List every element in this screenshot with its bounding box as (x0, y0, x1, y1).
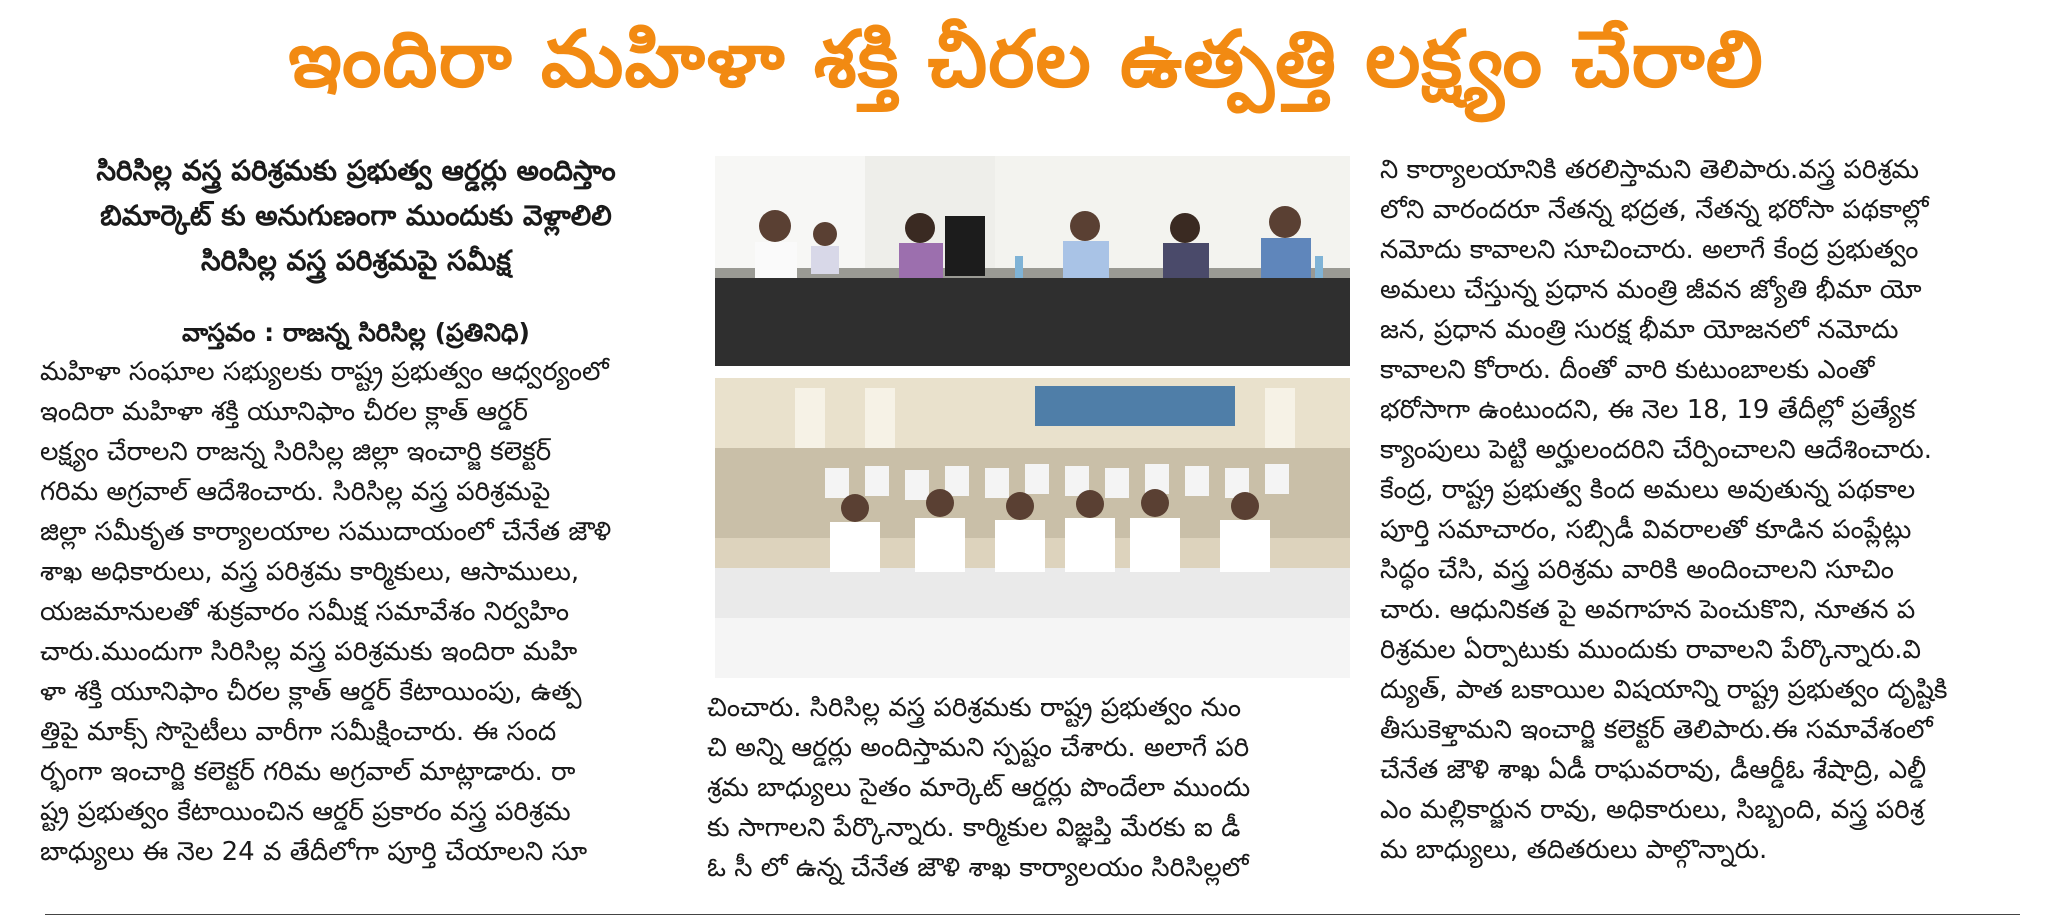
text-line: యజమానులతో శుక్రవారం సమీక్ష సమావేశం నిర్వహిం (40, 597, 570, 627)
text-line: తీసుకెళ్తామని ఇంచార్జి కలెక్టర్ తెలిపారు.ఈ సమావేశంలో (1380, 715, 1933, 745)
text-line: ర్భంగా ఇంచార్జి కలెక్టర్ గరిమ అగ్రవాల్ మాట్లాడారు. రా (40, 757, 576, 787)
text-line: చారు.ముందుగా సిరిసిల్ల వస్త్ర పరిశ్రమకు ఇందిరా మహి (40, 637, 578, 667)
text-line: శాఖ అధికారులు, వస్త్ర పరిశ్రమ కార్మికులు, ఆసాములు, (40, 557, 580, 587)
meeting-photo-attendees-image (715, 378, 1350, 678)
text-line: భరోసాగా ఉంటుందని, ఈ నెల 18, 19 తేదీల్లో ప్రత్యేక (1380, 395, 1916, 425)
text-line: చి అన్ని ఆర్డర్లు అందిస్తామని స్పష్టం చేశారు. అలాగే పరి (707, 733, 1250, 763)
text-line: జన, ప్రధాన మంత్రి సురక్ష భీమా యోజనలో నమోదు (1380, 315, 1899, 345)
subheading-3: సిరిసిల్ల వస్త్ర పరిశ్రమపై సమీక్ష (201, 244, 511, 277)
meeting-photo-officials (715, 156, 1350, 366)
text-line: ని కార్యాలయానికి తరలిస్తామని తెలిపారు.వస్త్ర పరిశ్రమ (1380, 155, 1920, 185)
subheading-1: సిరిసిల్ల వస్త్ర పరిశ్రమకు ప్రభుత్వ ఆర్డర్లు అందిస్తాం (96, 154, 616, 187)
text-line: సిద్ధం చేసి, వస్త్ర పరిశ్రమ వారికి అందించాలని సూచిం (1380, 555, 1894, 585)
meeting-photo-attendees (715, 378, 1350, 678)
text-line: మ బాధ్యులు, తదితరులు పాల్గొన్నారు. (1380, 835, 1768, 865)
text-line: లక్ష్యం చేరాలని రాజన్న సిరిసిల్ల జిల్లా ఇంచార్జి కలెక్టర్ (40, 437, 552, 467)
article-column-1 (40, 352, 672, 872)
byline: వాస్తవం : రాజన్న సిరిసిల్ల (ప్రతినిధి) (182, 318, 530, 347)
text-line: కేంద్ర, రాష్ట్ర ప్రభుత్వ కింద అమలు అవుతున్న పథకాల (1380, 475, 1916, 505)
text-line: క్యాంపులు పెట్టి అర్హులందరిని చేర్పించాలని ఆదేశించారు. (1380, 435, 1932, 465)
text-line: రిశ్రమల ఏర్పాటుకు ముందుకు రావాలని పేర్కొన్నారు.వి (1380, 635, 1921, 665)
text-line: చారు. ఆధునికత పై అవగాహన పెంచుకొని, నూతన ప (1380, 595, 1916, 625)
text-line: చించారు. సిరిసిల్ల వస్త్ర పరిశ్రమకు రాష్ట్ర ప్రభుత్వం నుం (707, 693, 1242, 723)
text-line: నమోదు కావాలని సూచించారు. అలాగే కేంద్ర ప్రభుత్వం (1380, 235, 1919, 265)
article-column-2 (707, 688, 1347, 888)
text-line: ఎం మల్లికార్జున రావు, అధికారులు, సిబ్బంది, వస్త్ర పరిశ్ర (1380, 795, 1924, 825)
text-line: మహిళా సంఘాల సభ్యులకు రాష్ట్ర ప్రభుత్వం ఆధ్వర్యంలో (40, 357, 609, 387)
text-line: ద్యుత్, పాత బకాయిల విషయాన్ని రాష్ట్ర ప్రభుత్వం దృష్టికి (1380, 675, 1948, 705)
subheadings (40, 148, 672, 283)
text-line: గరిమ అగ్రవాల్ ఆదేశించారు. సిరిసిల్ల వస్త్ర పరిశ్రమపై (40, 477, 551, 507)
text-line: ఓ సీ లో ఉన్న చేనేత జౌళి శాఖ కార్యాలయం సిరిసిల్లలో (707, 853, 1249, 883)
meeting-photo-officials-image (715, 156, 1350, 366)
text-line: అమలు చేస్తున్న ప్రధాన మంత్రి జీవన జ్యోతి భీమా యో (1380, 275, 1922, 305)
text-line: జిల్లా సమీకృత కార్యాలయాల సముదాయంలో చేనేత జౌళి (40, 517, 612, 547)
text-line: శ్రమ బాధ్యులు సైతం మార్కెట్ ఆర్డర్లు పొందేలా ముందు (707, 773, 1251, 803)
text-line: కావాలని కోరారు. దీంతో వారి కుటుంబాలకు ఎంతో (1380, 355, 1875, 385)
text-line: కు సాగాలని పేర్కొన్నారు. కార్మికుల విజ్ఞప్తి మేరకు ఐ డీ (707, 813, 1241, 843)
text-line: ష్ట్ర ప్రభుత్వం కేటాయించిన ఆర్డర్ ప్రకారం వస్త్ర పరిశ్రమ (40, 797, 571, 827)
text-line: ళా శక్తి యూనిఫాం చీరల క్లాత్ ఆర్డర్ కేటాయింపు, ఉత్ప (40, 677, 582, 707)
article-column-3 (1380, 150, 2020, 870)
text-line: త్తిపై మాక్స్ సొసైటీలు వారీగా సమీక్షించారు. ఈ సంద (40, 717, 557, 747)
text-line: ఇందిరా మహిళా శక్తి యూనిఫాం చీరల క్లాత్ ఆర్డర్ (40, 397, 528, 427)
bottom-divider (45, 914, 2020, 915)
text-line: చేనేత జౌళి శాఖ ఏడీ రాఘవరావు, డీఆర్డీఓ శేషాద్రి, ఎల్డీ (1380, 755, 1927, 785)
text-line: లోని వారందరూ నేతన్న భద్రత, నేతన్న భరోసా పథకాల్లో (1380, 195, 1929, 225)
subheading-2: బిమార్కెట్ కు అనుగుణంగా ముందుకు వెళ్లాలిలి (100, 199, 612, 232)
text-line: బాధ్యులు ఈ నెల 24 వ తేదీలోగా పూర్తి చేయాలని సూ (40, 837, 588, 867)
headline: ఇందిరా మహిళా శక్తి చీరల ఉత్పత్తి లక్ష్యం చేరాలి (288, 15, 1764, 105)
text-line: పూర్తి సమాచారం, సబ్సిడీ వివరాలతో కూడిన పంప్లేట్లు (1380, 515, 1912, 545)
